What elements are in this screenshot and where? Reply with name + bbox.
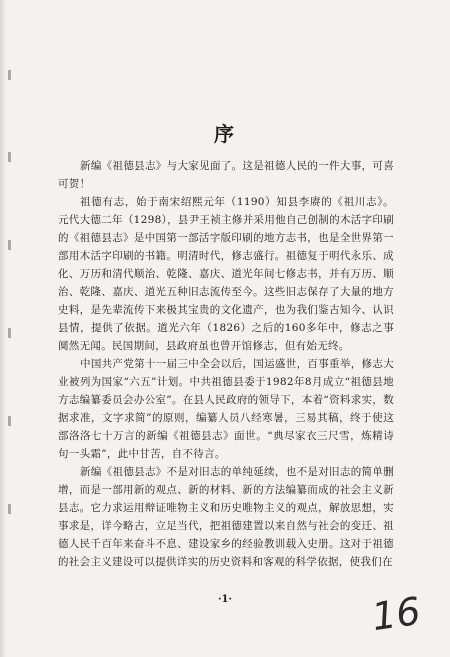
paragraph-intro: 新编《祖德县志》与大家见面了。这是祖德人民的一件大事，可喜可贺！	[58, 160, 394, 190]
binding-mark	[8, 240, 11, 250]
binding-marks	[8, 70, 12, 590]
page-number: ·1·	[218, 594, 232, 605]
paragraph-significance: 新编《祖德县志》不是对旧志的单纯延续，也不是对旧志的简单删增，而是一部用新的观点、新的材料、新的方法编纂而成的社会主义新县志。它力求运用辩证唯物主义和历史唯物主义的观点，解放思想，实事求是，详今略古，立足当代，把祖德建置以来自然与社会的变迁、祖德人民千百年来奋斗不息、建设家乡的经验教训载入史册。这对于祖德的社会主义建设可以提供详实的历史资料和客观的科学依据，使我们在	[58, 466, 394, 568]
paragraph-history: 祖德有志，始于南宋绍熙元年（1190）知县李赓的《祖川志》。元代大德二年（1298），县尹王祯主修并采用他自己创制的木活字印刷的《祖德县志》是中国第一部活字版印刷的地方志书，也是全世界第一部用木活字印刷的书籍。明清时代，修志盛行。祖德复于明代永乐、成化、万历和清代顺治、乾隆、嘉庆、道光年间七修志书，并有万历、顺治、乾隆、嘉庆、道光五种旧志流传至今。这些旧志保存了大量的地方史料，是先辈流传下来极其宝贵的文化遗产，也为我们鉴古知今、认识县情，提供了依据。道光六年（1826）之后的160多年中，修志之事阒然无闻。民国期间，县政府虽也曾开馆修志，但有始无终。	[58, 196, 394, 352]
binding-mark	[8, 504, 11, 514]
page-title: 序	[214, 122, 236, 146]
paragraph-compilation: 中国共产党第十一届三中全会以后，国运盛世，百事重举，修志大业被列为国家“六五”计划。中共祖德县委于1982年8月成立“祖德县地方志编纂委员会办公室”。在县人民政府的领导下，本着“资料求实，数据求准，文字求简”的原则，编纂人员八经寒暑，三易其稿，终于使这部洛洛七十万言的新编《祖德县志》面世。“典尽家衣三尺雪，炼精诗句一头霜”，此中甘苦，自不待言。	[58, 358, 394, 460]
scan-edge	[0, 0, 6, 657]
binding-mark	[8, 328, 11, 338]
document-body	[58, 157, 394, 571]
binding-mark	[8, 416, 11, 426]
binding-mark	[8, 70, 11, 80]
binding-mark	[8, 152, 11, 162]
handwritten-annotation: 16	[369, 588, 424, 640]
